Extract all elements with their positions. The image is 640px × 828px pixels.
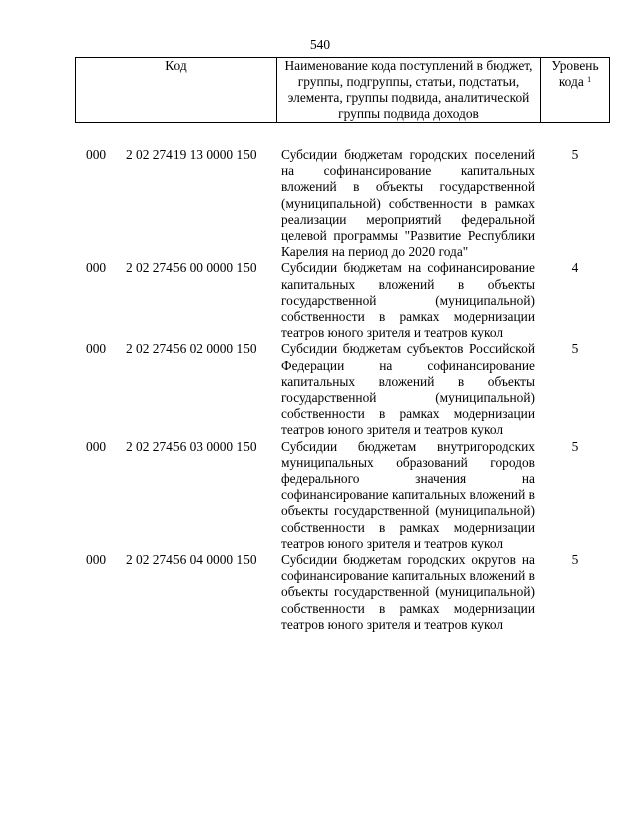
row-level: 4 bbox=[571, 260, 579, 276]
row-prefix: 000 bbox=[86, 341, 107, 357]
header-name bbox=[277, 58, 541, 123]
row-name: Субсидии бюджетам городских округов на софинансирование капитальных вложений в объекты государственной (муниципальной) собственности в рамках модернизации театров юного зрителя и театров кукол bbox=[281, 552, 535, 632]
row-level: 5 bbox=[571, 147, 579, 162]
row-code: 2 02 27419 13 0000 150 bbox=[126, 147, 257, 162]
row-level: 5 bbox=[571, 341, 579, 357]
row-name: Субсидии бюджетам городских поселений на софинансирование капитальных вложений в объекты государственной (муниципальной) собственности в рамках реализации мероприятий федеральной целевой программы "Развитие Республики Карелия на период до 2020 года" bbox=[281, 147, 535, 260]
footnote-mark: 1 bbox=[587, 75, 592, 84]
header-name-label: Наименование кода поступлений в бюджет, группы, подгруппы, статьи, подстатьи, элемента, группы подвида, аналитической группы подвида доходов bbox=[284, 58, 533, 121]
row-prefix: 000 bbox=[86, 147, 107, 162]
table-row bbox=[0, 341, 640, 438]
table-row bbox=[0, 552, 640, 633]
row-name: Субсидии бюджетам на софинансирование капитальных вложений в объекты государственной (муниципальной) собственности в рамках модернизации театров юного зрителя и театров кукол bbox=[281, 260, 535, 341]
header-level-label bbox=[551, 58, 598, 89]
header-code-label: Код bbox=[165, 58, 187, 73]
header-level-text: Уровень код bbox=[551, 58, 599, 89]
page-number: 540 bbox=[309, 37, 331, 52]
table-header bbox=[75, 57, 610, 123]
table-row bbox=[0, 260, 640, 341]
row-name: Субсидии бюджетам субъектов Российской Федерации на софинансирование капитальных вложений в объекты государственной (муниципальной) собственности в рамках модернизации театров юного зрителя и театров кукол bbox=[281, 341, 535, 438]
row-code: 2 02 27456 03 0000 150 bbox=[126, 438, 257, 454]
row-code: 2 02 27456 04 0000 150 bbox=[126, 552, 257, 568]
row-level: 5 bbox=[571, 438, 579, 454]
header-level bbox=[541, 58, 610, 123]
header-code bbox=[76, 58, 277, 123]
row-name: Субсидии бюджетам внутригородских муниципальных образований городов федерального значения на софинансирование капитальных вложений в объекты государственной (муниципальной) собственности в рамках модернизации театров юного зрителя и театров кукол bbox=[281, 438, 535, 551]
table-body bbox=[0, 147, 640, 633]
row-code: 2 02 27456 02 0000 150 bbox=[126, 341, 257, 357]
row-prefix: 000 bbox=[86, 260, 107, 276]
row-prefix: 000 bbox=[86, 552, 107, 568]
table-row bbox=[0, 147, 640, 260]
row-prefix: 000 bbox=[86, 438, 107, 454]
row-code: 2 02 27456 00 0000 150 bbox=[126, 260, 257, 276]
header-level-tail: а bbox=[577, 74, 584, 89]
table-row bbox=[0, 439, 640, 552]
row-level: 5 bbox=[571, 552, 579, 568]
